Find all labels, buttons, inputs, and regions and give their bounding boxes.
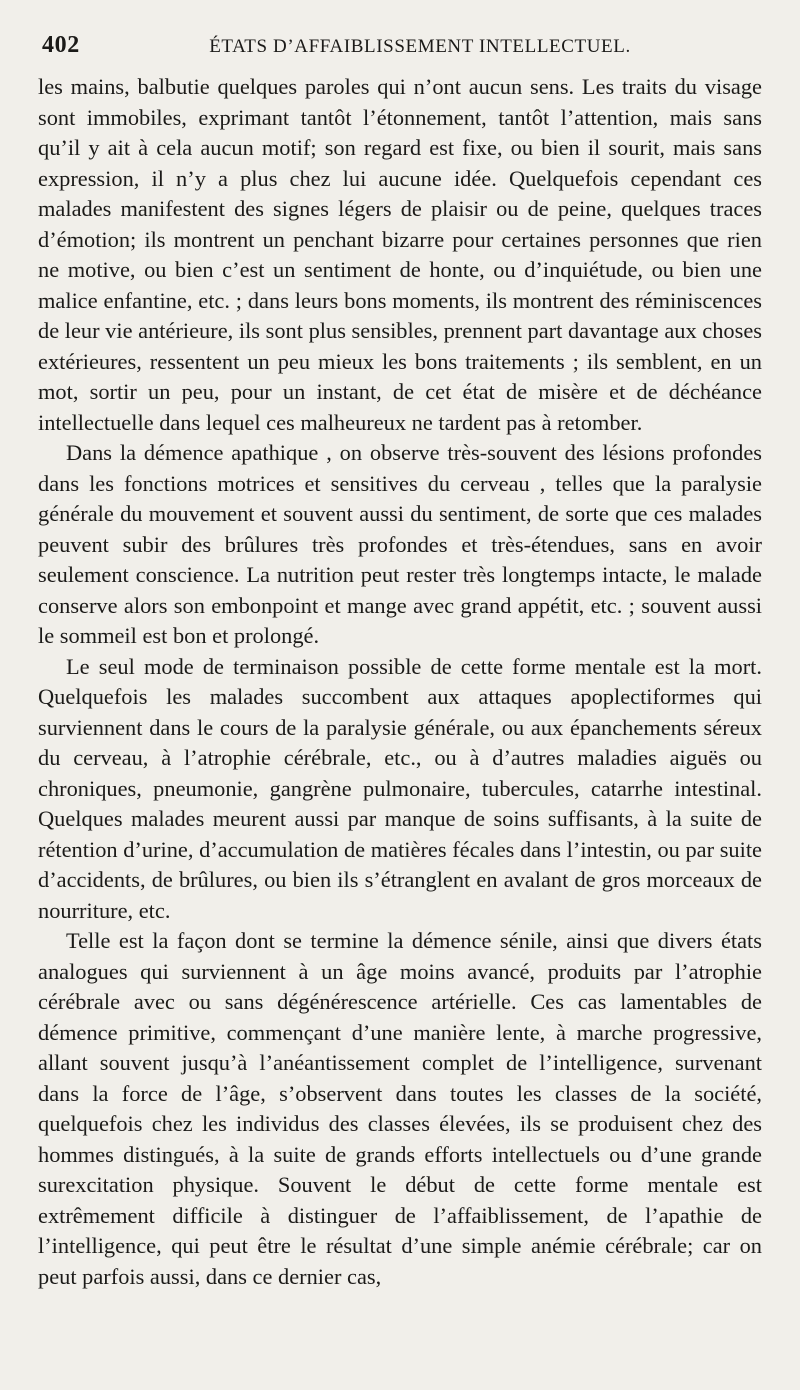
running-title: ÉTATS D’AFFAIBLISSEMENT INTELLECTUEL.: [209, 36, 631, 57]
body-text: [38, 72, 762, 1292]
page-number: 402: [42, 32, 80, 58]
running-head: [38, 32, 762, 72]
paragraph-3: Le seul mode de terminaison possible de cette forme mentale est la mort. Quelquefois les malades succombent aux attaques apoplectiformes qui surviennent dans le cours de la paralysie générale, ou aux épanchements séreux du cerveau, à l’atrophie cérébrale, etc., ou à d’autres maladies aiguës ou chroniques, pneumonie, gangrène pulmonaire, tubercules, catarrhe intestinal. Quelques malades meurent aussi par manque de soins suffisants, à la suite de rétention d’urine, d’accumulation de matières fécales dans l’intestin, ou par suite d’accidents, de brûlures, ou bien ils s’étranglent en avalant de gros morceaux de nourriture, etc.: [38, 653, 762, 923]
paragraph-2: Dans la démence apathique , on observe très-souvent des lésions profondes dans les fonctions motrices et sensitives du cerveau , telles que la paralysie générale du mouvement et souvent aussi du sentiment, de sorte que ces malades peuvent subir des brûlures très profondes et très-étendues, sans en avoir seulement conscience. La nutrition peut rester très longtemps intacte, le malade conserve alors son embonpoint et mange avec grand appétit, etc. ; souvent aussi le sommeil est bon et prolongé.: [38, 440, 762, 648]
paragraph-4: Telle est la façon dont se termine la démence sénile, ainsi que divers états analogues qui surviennent à un âge moins avancé, produits par l’atrophie cérébrale avec ou sans dégénérescence artérielle. Ces cas lamentables de démence primitive, commençant d’une manière lente, à marche progressive, allant souvent jusqu’à l’anéantissement complet de l’intelligence, survenant dans la force de l’âge, s’observent dans toutes les classes de la société, quelquefois chez les individus des classes élevées, ils se produisent chez des hommes distingués, à la suite de grands efforts intellectuels ou d’une grande surexcitation physique. Souvent le début de cette forme mentale est extrêmement difficile à distinguer de l’affaiblissement, de l’apathie de l’intelligence, qui peut être le résultat d’une simple anémie cérébrale; car on peut parfois aussi, dans ce dernier cas,: [38, 928, 762, 1289]
paragraph-1: les mains, balbutie quelques paroles qui n’ont aucun sens. Les traits du visage sont immobiles, exprimant tantôt l’étonnement, tantôt l’attention, mais sans qu’il y ait à cela aucun motif; son regard est fixe, ou bien il sourit, mais sans expression, il n’y a plus chez lui aucune idée. Quelquefois cependant ces malades manifestent des signes légers de plaisir ou de peine, quelques traces d’émotion; ils montrent un penchant bizarre pour certaines personnes que rien ne motive, ou bien c’est un sentiment de honte, ou d’inquiétude, ou bien une malice enfantine, etc. ; dans leurs bons moments, ils montrent des réminiscences de leur vie antérieure, ils sont plus sensibles, prennent part davantage aux choses extérieures, ressentent un peu mieux les bons traitements ; ils semblent, en un mot, sortir un peu, pour un instant, de cet état de misère et de déchéance intellectuelle dans lequel ces malheureux ne tardent pas à retomber.: [38, 74, 762, 435]
